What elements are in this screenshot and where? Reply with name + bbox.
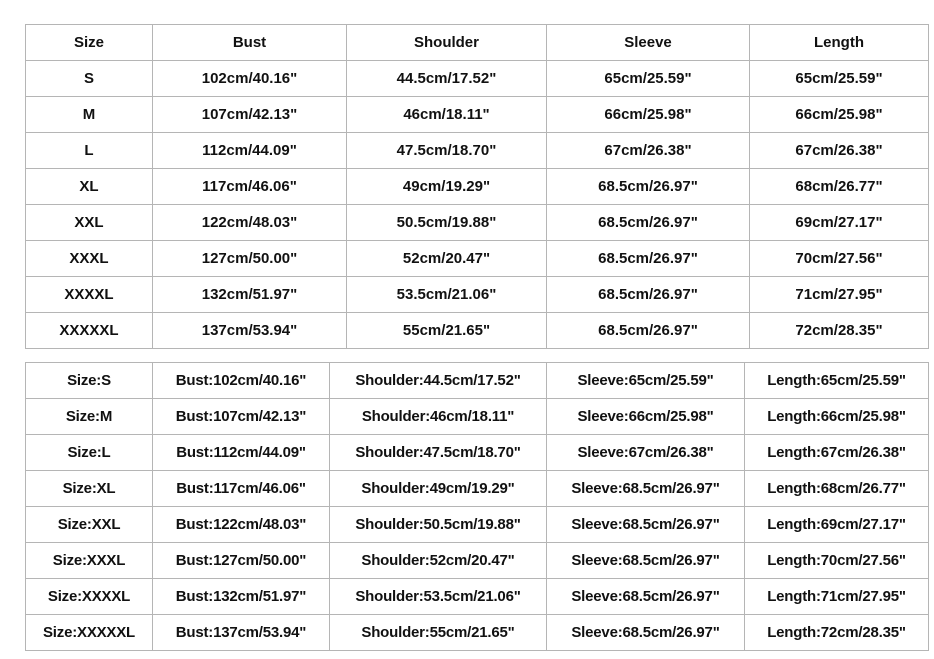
cell-sleeve: Sleeve:68.5cm/26.97" <box>547 615 745 651</box>
header-row <box>26 25 929 61</box>
header-length: Length <box>750 25 929 61</box>
cell-size: XXXL <box>26 241 153 277</box>
cell-sleeve: 68.5cm/26.97" <box>547 169 750 205</box>
cell-bust: Bust:137cm/53.94" <box>153 615 330 651</box>
cell-length: Length:71cm/27.95" <box>745 579 929 615</box>
cell-shoulder: Shoulder:49cm/19.29" <box>330 471 547 507</box>
cell-bust: Bust:102cm/40.16" <box>153 363 330 399</box>
cell-bust: 127cm/50.00" <box>153 241 347 277</box>
table-row <box>26 579 929 615</box>
table-row <box>26 97 929 133</box>
header-size: Size <box>26 25 153 61</box>
size-list-table <box>25 362 929 651</box>
cell-shoulder: 52cm/20.47" <box>347 241 547 277</box>
cell-sleeve: Sleeve:65cm/25.59" <box>547 363 745 399</box>
table-row <box>26 169 929 205</box>
table-row <box>26 277 929 313</box>
cell-bust: 122cm/48.03" <box>153 205 347 241</box>
cell-size: M <box>26 97 153 133</box>
cell-length: Length:68cm/26.77" <box>745 471 929 507</box>
cell-length: 65cm/25.59" <box>750 61 929 97</box>
cell-length: Length:65cm/25.59" <box>745 363 929 399</box>
cell-bust: Bust:112cm/44.09" <box>153 435 330 471</box>
header-shoulder: Shoulder <box>347 25 547 61</box>
cell-length: 69cm/27.17" <box>750 205 929 241</box>
cell-bust: 137cm/53.94" <box>153 313 347 349</box>
cell-size: Size:XXL <box>26 507 153 543</box>
table-row <box>26 615 929 651</box>
cell-size: XXXXL <box>26 277 153 313</box>
cell-size: Size:XXXL <box>26 543 153 579</box>
cell-size: Size:XL <box>26 471 153 507</box>
cell-shoulder: Shoulder:55cm/21.65" <box>330 615 547 651</box>
table-row <box>26 363 929 399</box>
table-row <box>26 543 929 579</box>
cell-shoulder: Shoulder:46cm/18.11" <box>330 399 547 435</box>
cell-sleeve: Sleeve:68.5cm/26.97" <box>547 507 745 543</box>
cell-sleeve: Sleeve:66cm/25.98" <box>547 399 745 435</box>
table-row <box>26 435 929 471</box>
cell-shoulder: Shoulder:52cm/20.47" <box>330 543 547 579</box>
header-sleeve: Sleeve <box>547 25 750 61</box>
cell-length: Length:66cm/25.98" <box>745 399 929 435</box>
cell-shoulder: 47.5cm/18.70" <box>347 133 547 169</box>
cell-length: Length:69cm/27.17" <box>745 507 929 543</box>
cell-length: 66cm/25.98" <box>750 97 929 133</box>
cell-size: Size:XXXXXL <box>26 615 153 651</box>
header-bust: Bust <box>153 25 347 61</box>
table-row <box>26 133 929 169</box>
cell-bust: Bust:117cm/46.06" <box>153 471 330 507</box>
cell-sleeve: 67cm/26.38" <box>547 133 750 169</box>
table-row <box>26 241 929 277</box>
cell-length: 71cm/27.95" <box>750 277 929 313</box>
cell-sleeve: Sleeve:67cm/26.38" <box>547 435 745 471</box>
table-row <box>26 205 929 241</box>
cell-sleeve: 68.5cm/26.97" <box>547 205 750 241</box>
cell-sleeve: Sleeve:68.5cm/26.97" <box>547 579 745 615</box>
cell-shoulder: Shoulder:50.5cm/19.88" <box>330 507 547 543</box>
cell-shoulder: 44.5cm/17.52" <box>347 61 547 97</box>
cell-bust: Bust:107cm/42.13" <box>153 399 330 435</box>
cell-size: Size:XXXXL <box>26 579 153 615</box>
cell-size: XXL <box>26 205 153 241</box>
size-chart-table <box>25 24 929 349</box>
cell-bust: 102cm/40.16" <box>153 61 347 97</box>
cell-length: 70cm/27.56" <box>750 241 929 277</box>
cell-shoulder: 50.5cm/19.88" <box>347 205 547 241</box>
cell-sleeve: 68.5cm/26.97" <box>547 313 750 349</box>
cell-shoulder: Shoulder:47.5cm/18.70" <box>330 435 547 471</box>
cell-size: Size:S <box>26 363 153 399</box>
table-row <box>26 471 929 507</box>
cell-sleeve: 68.5cm/26.97" <box>547 241 750 277</box>
cell-shoulder: Shoulder:44.5cm/17.52" <box>330 363 547 399</box>
cell-size: Size:L <box>26 435 153 471</box>
cell-bust: Bust:122cm/48.03" <box>153 507 330 543</box>
cell-size: XXXXXL <box>26 313 153 349</box>
cell-shoulder: 55cm/21.65" <box>347 313 547 349</box>
cell-sleeve: Sleeve:68.5cm/26.97" <box>547 471 745 507</box>
table-row <box>26 507 929 543</box>
cell-length: 68cm/26.77" <box>750 169 929 205</box>
cell-length: Length:67cm/26.38" <box>745 435 929 471</box>
cell-length: Length:72cm/28.35" <box>745 615 929 651</box>
cell-sleeve: 65cm/25.59" <box>547 61 750 97</box>
table-row <box>26 313 929 349</box>
table-row <box>26 399 929 435</box>
cell-size: XL <box>26 169 153 205</box>
cell-size: Size:M <box>26 399 153 435</box>
cell-size: L <box>26 133 153 169</box>
cell-shoulder: Shoulder:53.5cm/21.06" <box>330 579 547 615</box>
cell-shoulder: 46cm/18.11" <box>347 97 547 133</box>
cell-sleeve: 66cm/25.98" <box>547 97 750 133</box>
cell-shoulder: 53.5cm/21.06" <box>347 277 547 313</box>
cell-bust: 117cm/46.06" <box>153 169 347 205</box>
cell-bust: Bust:132cm/51.97" <box>153 579 330 615</box>
cell-bust: 132cm/51.97" <box>153 277 347 313</box>
cell-length: 67cm/26.38" <box>750 133 929 169</box>
cell-bust: Bust:127cm/50.00" <box>153 543 330 579</box>
cell-sleeve: 68.5cm/26.97" <box>547 277 750 313</box>
cell-length: Length:70cm/27.56" <box>745 543 929 579</box>
cell-bust: 112cm/44.09" <box>153 133 347 169</box>
cell-size: S <box>26 61 153 97</box>
cell-sleeve: Sleeve:68.5cm/26.97" <box>547 543 745 579</box>
cell-shoulder: 49cm/19.29" <box>347 169 547 205</box>
table-row <box>26 61 929 97</box>
cell-bust: 107cm/42.13" <box>153 97 347 133</box>
cell-length: 72cm/28.35" <box>750 313 929 349</box>
